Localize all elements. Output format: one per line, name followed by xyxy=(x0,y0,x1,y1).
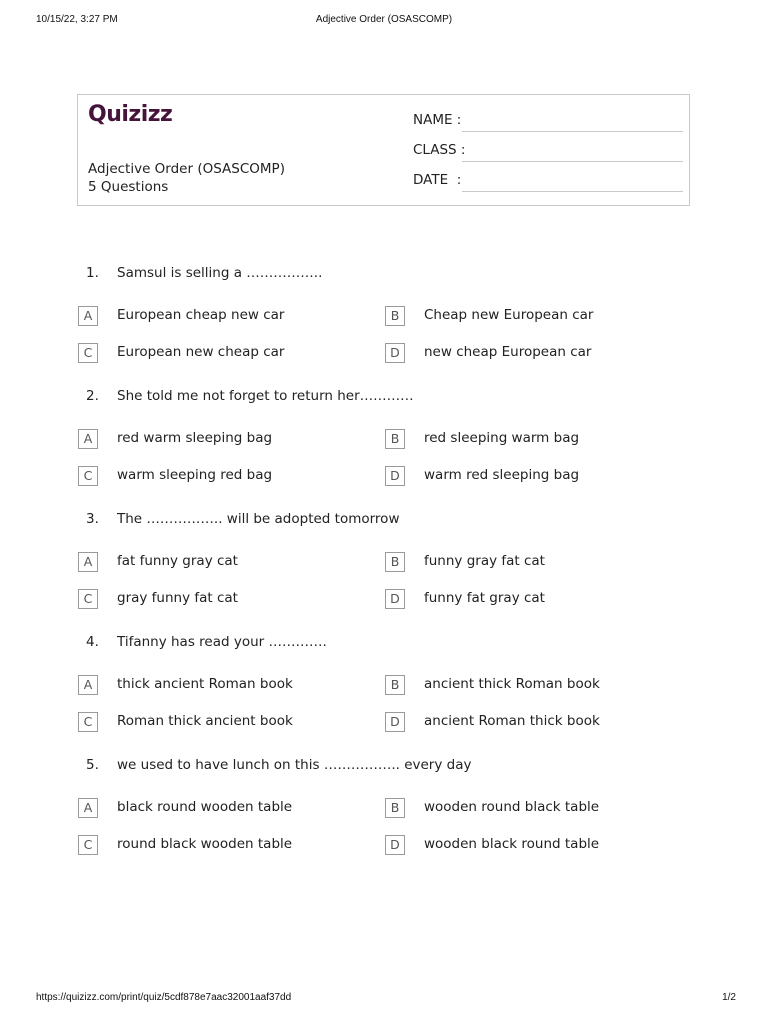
page-number: 1/2 xyxy=(722,992,736,1003)
option-text: round black wooden table xyxy=(117,836,293,852)
name-field xyxy=(413,112,683,132)
q2-option-a xyxy=(78,429,378,451)
q5-option-c xyxy=(78,835,378,857)
question-number: 3. xyxy=(86,511,99,527)
option-letter: B xyxy=(385,429,405,449)
q4-option-d xyxy=(385,712,685,734)
option-letter: C xyxy=(78,835,98,855)
quiz-title: Adjective Order (OSASCOMP) xyxy=(88,161,285,177)
question-text: She told me not forget to return her………… xyxy=(117,388,414,404)
option-letter: A xyxy=(78,552,98,572)
option-letter: D xyxy=(385,466,405,486)
option-text: Roman thick ancient book xyxy=(117,713,293,729)
option-letter: C xyxy=(78,466,98,486)
option-letter: D xyxy=(385,712,405,732)
option-text: black round wooden table xyxy=(117,799,293,815)
q3-option-d xyxy=(385,589,685,611)
option-letter: D xyxy=(385,835,405,855)
q1-option-b xyxy=(385,306,685,328)
print-url: https://quizizz.com/print/quiz/5cdf878e7aac32001aaf37dd xyxy=(36,992,292,1003)
question-number: 1. xyxy=(86,265,99,281)
q1-option-d xyxy=(385,343,685,365)
question-text: Samsul is selling a …………….. xyxy=(117,265,323,281)
q4-option-a xyxy=(78,675,378,697)
name-label: NAME : xyxy=(413,112,462,128)
option-text: thick ancient Roman book xyxy=(117,676,293,692)
q5-option-d xyxy=(385,835,685,857)
print-datetime: 10/15/22, 3:27 PM xyxy=(36,14,118,25)
date-label: DATE : xyxy=(413,172,462,188)
option-text: ancient thick Roman book xyxy=(424,676,600,692)
option-text: red sleeping warm bag xyxy=(424,430,580,446)
option-text: wooden black round table xyxy=(424,836,600,852)
option-text: Cheap new European car xyxy=(424,307,594,323)
question-count: 5 Questions xyxy=(88,179,169,195)
option-letter: D xyxy=(385,343,405,363)
class-line xyxy=(462,161,683,162)
option-text: funny fat gray cat xyxy=(424,590,545,606)
option-letter: B xyxy=(385,306,405,326)
q2-option-b xyxy=(385,429,685,451)
option-text: red warm sleeping bag xyxy=(117,430,273,446)
option-letter: A xyxy=(78,675,98,695)
question-text: Tifanny has read your …………. xyxy=(117,634,327,650)
class-label: CLASS : xyxy=(413,142,466,158)
option-letter: D xyxy=(385,589,405,609)
q2-option-d xyxy=(385,466,685,488)
option-letter: B xyxy=(385,552,405,572)
option-text: wooden round black table xyxy=(424,799,600,815)
quizizz-logo: Quizizz xyxy=(88,102,173,127)
name-line xyxy=(462,131,683,132)
print-title: Adjective Order (OSASCOMP) xyxy=(315,14,453,25)
question-number: 2. xyxy=(86,388,99,404)
quiz-header-box xyxy=(77,94,690,206)
option-letter: C xyxy=(78,589,98,609)
class-field xyxy=(413,142,683,162)
option-letter: A xyxy=(78,429,98,449)
option-text: fat funny gray cat xyxy=(117,553,238,569)
q3-option-c xyxy=(78,589,378,611)
q3-option-a xyxy=(78,552,378,574)
q4-option-b xyxy=(385,675,685,697)
q2-option-c xyxy=(78,466,378,488)
option-letter: C xyxy=(78,712,98,732)
question-text: we used to have lunch on this …………….. every day xyxy=(117,757,472,773)
q1-option-a xyxy=(78,306,378,328)
q5-option-a xyxy=(78,798,378,820)
question-number: 4. xyxy=(86,634,99,650)
option-text: European cheap new car xyxy=(117,307,285,323)
q5-option-b xyxy=(385,798,685,820)
option-letter: C xyxy=(78,343,98,363)
question-text: The …………….. will be adopted tomorrow xyxy=(117,511,400,527)
option-text: gray funny fat cat xyxy=(117,590,238,606)
option-text: funny gray fat cat xyxy=(424,553,545,569)
q1-option-c xyxy=(78,343,378,365)
q3-option-b xyxy=(385,552,685,574)
option-letter: B xyxy=(385,675,405,695)
option-text: ancient Roman thick book xyxy=(424,713,600,729)
q4-option-c xyxy=(78,712,378,734)
option-letter: A xyxy=(78,798,98,818)
option-letter: B xyxy=(385,798,405,818)
option-text: warm red sleeping bag xyxy=(424,467,580,483)
option-text: European new cheap car xyxy=(117,344,285,360)
option-text: new cheap European car xyxy=(424,344,592,360)
option-text: warm sleeping red bag xyxy=(117,467,273,483)
option-letter: A xyxy=(78,306,98,326)
date-line xyxy=(462,191,683,192)
question-number: 5. xyxy=(86,757,99,773)
date-field xyxy=(413,172,683,192)
